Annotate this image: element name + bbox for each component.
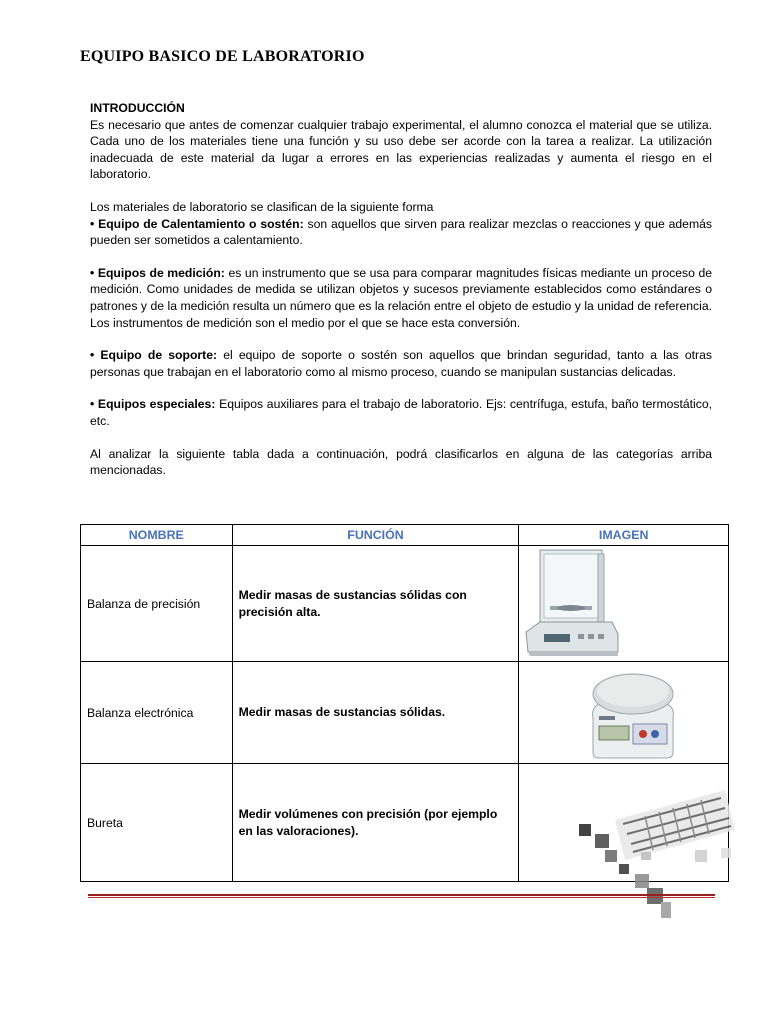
equipment-function: Medir volúmenes con precisión (por ejemplo en las valoraciones).	[232, 764, 519, 882]
equipment-name: Bureta	[81, 764, 233, 882]
header-nombre: NOMBRE	[81, 525, 233, 546]
classification-intro: Los materiales de laboratorio se clasifican de la siguiente forma	[90, 199, 434, 214]
equipment-name: Balanza electrónica	[81, 662, 233, 764]
equipment-function: Medir masas de sustancias sólidas con precisión alta.	[232, 546, 519, 662]
intro-paragraph: Es necesario que antes de comenzar cualquier trabajo experimental, el alumno conozca el material que se utiliza. Cada uno de los materiales tiene una función y su uso debe ser acorde con la tarea a realizar. La utilización inadecuada de este material da lugar a errores en las experiencias realizadas y aumenta el riesgo en el laboratorio.	[90, 117, 712, 182]
analytical-balance-image	[522, 548, 622, 660]
equipment-image-cell	[519, 764, 729, 882]
intro-heading: INTRODUCCIÓN	[90, 101, 185, 115]
category-measurement: • Equipos de medición: es un instrumento que se usa para comparar magnitudes físicas mediante un proceso de medición. Como unidades de medida se utilizan objetos y sucesos previamente establecidos como estándares o patrones y de la medición resulta un número que es la relación entre el objeto de estudio y la unidad de referencia. Los instrumentos de medición son el medio por el que se hace esta conversión.	[90, 265, 713, 330]
table-header-row	[81, 525, 729, 546]
table-row	[81, 764, 729, 882]
equipment-image-cell	[519, 662, 729, 764]
introduction-section	[90, 100, 712, 479]
footer-rule	[88, 894, 715, 899]
header-funcion: FUNCIÓN	[232, 525, 519, 546]
equipment-image-cell	[519, 546, 729, 662]
category-special: • Equipos especiales: Equipos auxiliares para el trabajo de laboratorio. Ejs: centrífuga, estufa, baño termostático, etc.	[90, 397, 712, 428]
electronic-scale-image	[585, 664, 681, 762]
equipment-table	[80, 524, 729, 882]
burette-image	[575, 790, 735, 940]
table-row	[81, 546, 729, 662]
category-heating: • Equipo de Calentamiento o sostén: son aquellos que sirven para realizar mezclas o reacciones y que además pueden ser sometidos a calentamiento.	[90, 216, 712, 248]
category-support: • Equipo de soporte: el equipo de soporte o sostén son aquellos que brindan seguridad, tanto a las otras personas que trabajan en el laboratorio como al mismo proceso, cuando se manipulan sustancias delicadas.	[90, 348, 712, 379]
equipment-name: Balanza de precisión	[81, 546, 233, 662]
closing-paragraph: Al analizar la siguiente tabla dada a continuación, podrá clasificarlos en alguna de las categorías arriba mencionadas.	[90, 446, 712, 478]
equipment-function: Medir masas de sustancias sólidas.	[232, 662, 519, 764]
header-imagen: IMAGEN	[519, 525, 729, 546]
document-title: EQUIPO BASICO DE LABORATORIO	[80, 48, 365, 65]
table-row	[81, 662, 729, 764]
